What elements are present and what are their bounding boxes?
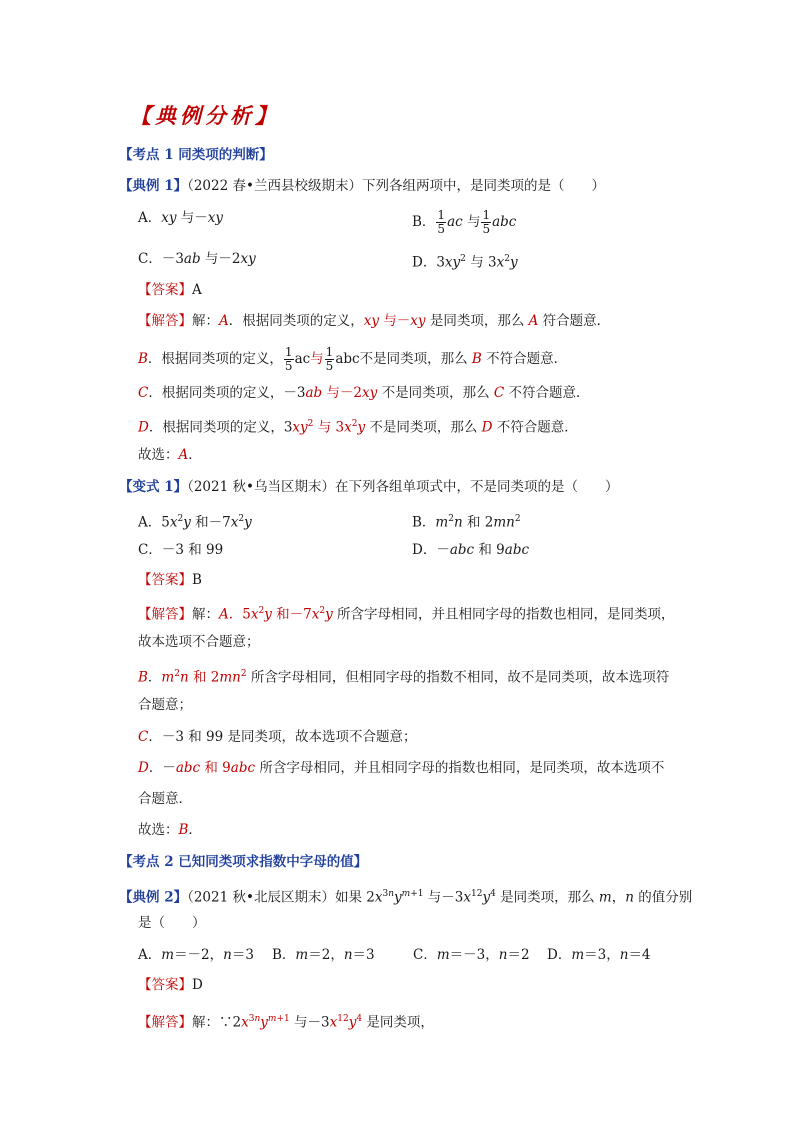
example-1-solution-line: C．根据同类项的定义，－3ab 与－2xy 不是同类项，那么 C 不符合题意． [138, 385, 590, 401]
fraction: $\frac{1}{5}$ [284, 345, 293, 373]
topic-2-title: 【考点 2 已知同类项求指数中字母的值】 [119, 854, 368, 870]
example-1-solution-line: D．根据同类项的定义，$3xy^2$ 与 $3x^2y$ 不是同类项，那么 D 不符合题意． [138, 419, 578, 436]
example-1-option-d: D．$3xy^2$ 与 $3x^2y$ [412, 254, 518, 271]
fraction: $\frac{1}{5}$ [437, 208, 446, 236]
example-1-option-c: C．－3ab 与－2xy [138, 251, 256, 267]
example-2-solution-line: 【解答】解：$\because 2x^{3n}y^{m+1}$ 与$-3x^{12}y^4$ 是同类项， [138, 1014, 434, 1031]
variant-1-solution-line: 【解答】解：A．$5x^2y$ 和$-7x^2y$ 所含字母相同，并且相同字母的指数也相同，是同类项， [138, 606, 675, 623]
variant-tag: 【变式 1】 [119, 479, 188, 495]
topic-1-title: 【考点 1 同类项的判断】 [119, 147, 273, 163]
example-2-option-c: C．m＝－3，n＝2 [413, 947, 530, 963]
variant-1-answer: 【答案】B [138, 572, 202, 588]
variant-1-option-b: B．$m^2n$ 和 $2mn^2$ [412, 514, 521, 531]
variant-1-solution-line: D．－abc 和 9abc 所含字母相同，并且相同字母的指数也相同，是同类项，故本选项不 [138, 760, 665, 776]
variant-1-question: 【变式 1】（2021 秋•乌当区期末）在下列各组单项式中，不是同类项的是（ ） [119, 479, 619, 495]
example-1-option-b: B． $\frac{1}{5}$ ac 与 $\frac{1}{5}$ abc [412, 208, 517, 236]
example-1-answer: 【答案】A [138, 282, 202, 298]
fraction: $\frac{1}{5}$ [325, 345, 334, 373]
variant-1-option-c: C．－3 和 99 [138, 542, 224, 558]
example-2-question-cont: 是（ ） [138, 915, 206, 931]
example-1-solution-line: B．根据同类项的定义， $\frac{1}{5}$ ac与 $\frac{1}{5}$ abc不是同类项，那么 B 不符合题意． [138, 345, 568, 373]
variant-1-solution-line: 合题意． [138, 791, 192, 807]
variant-1-conclusion: 故选：B． [138, 822, 202, 838]
variant-1-solution-line: C．－3 和 99 是同类项，故本选项不合题意； [138, 729, 417, 745]
example-2-question: 【典例 2】（2021 秋•北辰区期末）如果 $2x^{3n}y^{m+1}$ 与$-3x^{12}y^4$ 是同类项，那么 m，n 的值分别 [119, 889, 693, 906]
example-1-conclusion: 故选：A． [138, 447, 202, 463]
example-2-option-d: D．m＝3，n＝4 [547, 947, 651, 963]
variant-1-solution-line: 合题意； [138, 697, 192, 713]
example-1-option-a: A．xy 与－xy [138, 210, 224, 226]
section-title: 【典例分析】 [130, 104, 280, 128]
example-tag: 【典例 1】 [119, 178, 188, 194]
example-1-question: 【典例 1】（2022 春•兰西县校级期末）下列各组两项中，是同类项的是（ ） [119, 178, 605, 194]
variant-1-option-a: A．$5x^2y$ 和$-7x^2y$ [138, 514, 252, 531]
example-1-solution-line: 【解答】解：A．根据同类项的定义，xy 与－xy 是同类项，那么 A 符合题意． [138, 313, 611, 329]
example-2-option-a: A．m＝－2，n＝3 [138, 947, 254, 963]
variant-1-solution-line: 故本选项不合题意； [138, 634, 260, 650]
variant-1-solution-line: B．$m^2n$ 和 $2mn^2$ 所含字母相同，但相同字母的指数不相同，故不是同类项，故本选项符 [138, 669, 670, 686]
fraction: $\frac{1}{5}$ [482, 208, 491, 236]
example-2-option-b: B．m＝2，n＝3 [272, 947, 375, 963]
example-2-answer: 【答案】D [138, 977, 203, 993]
variant-1-option-d: D．－abc 和 9abc [412, 542, 530, 558]
example-tag: 【典例 2】 [119, 889, 188, 906]
